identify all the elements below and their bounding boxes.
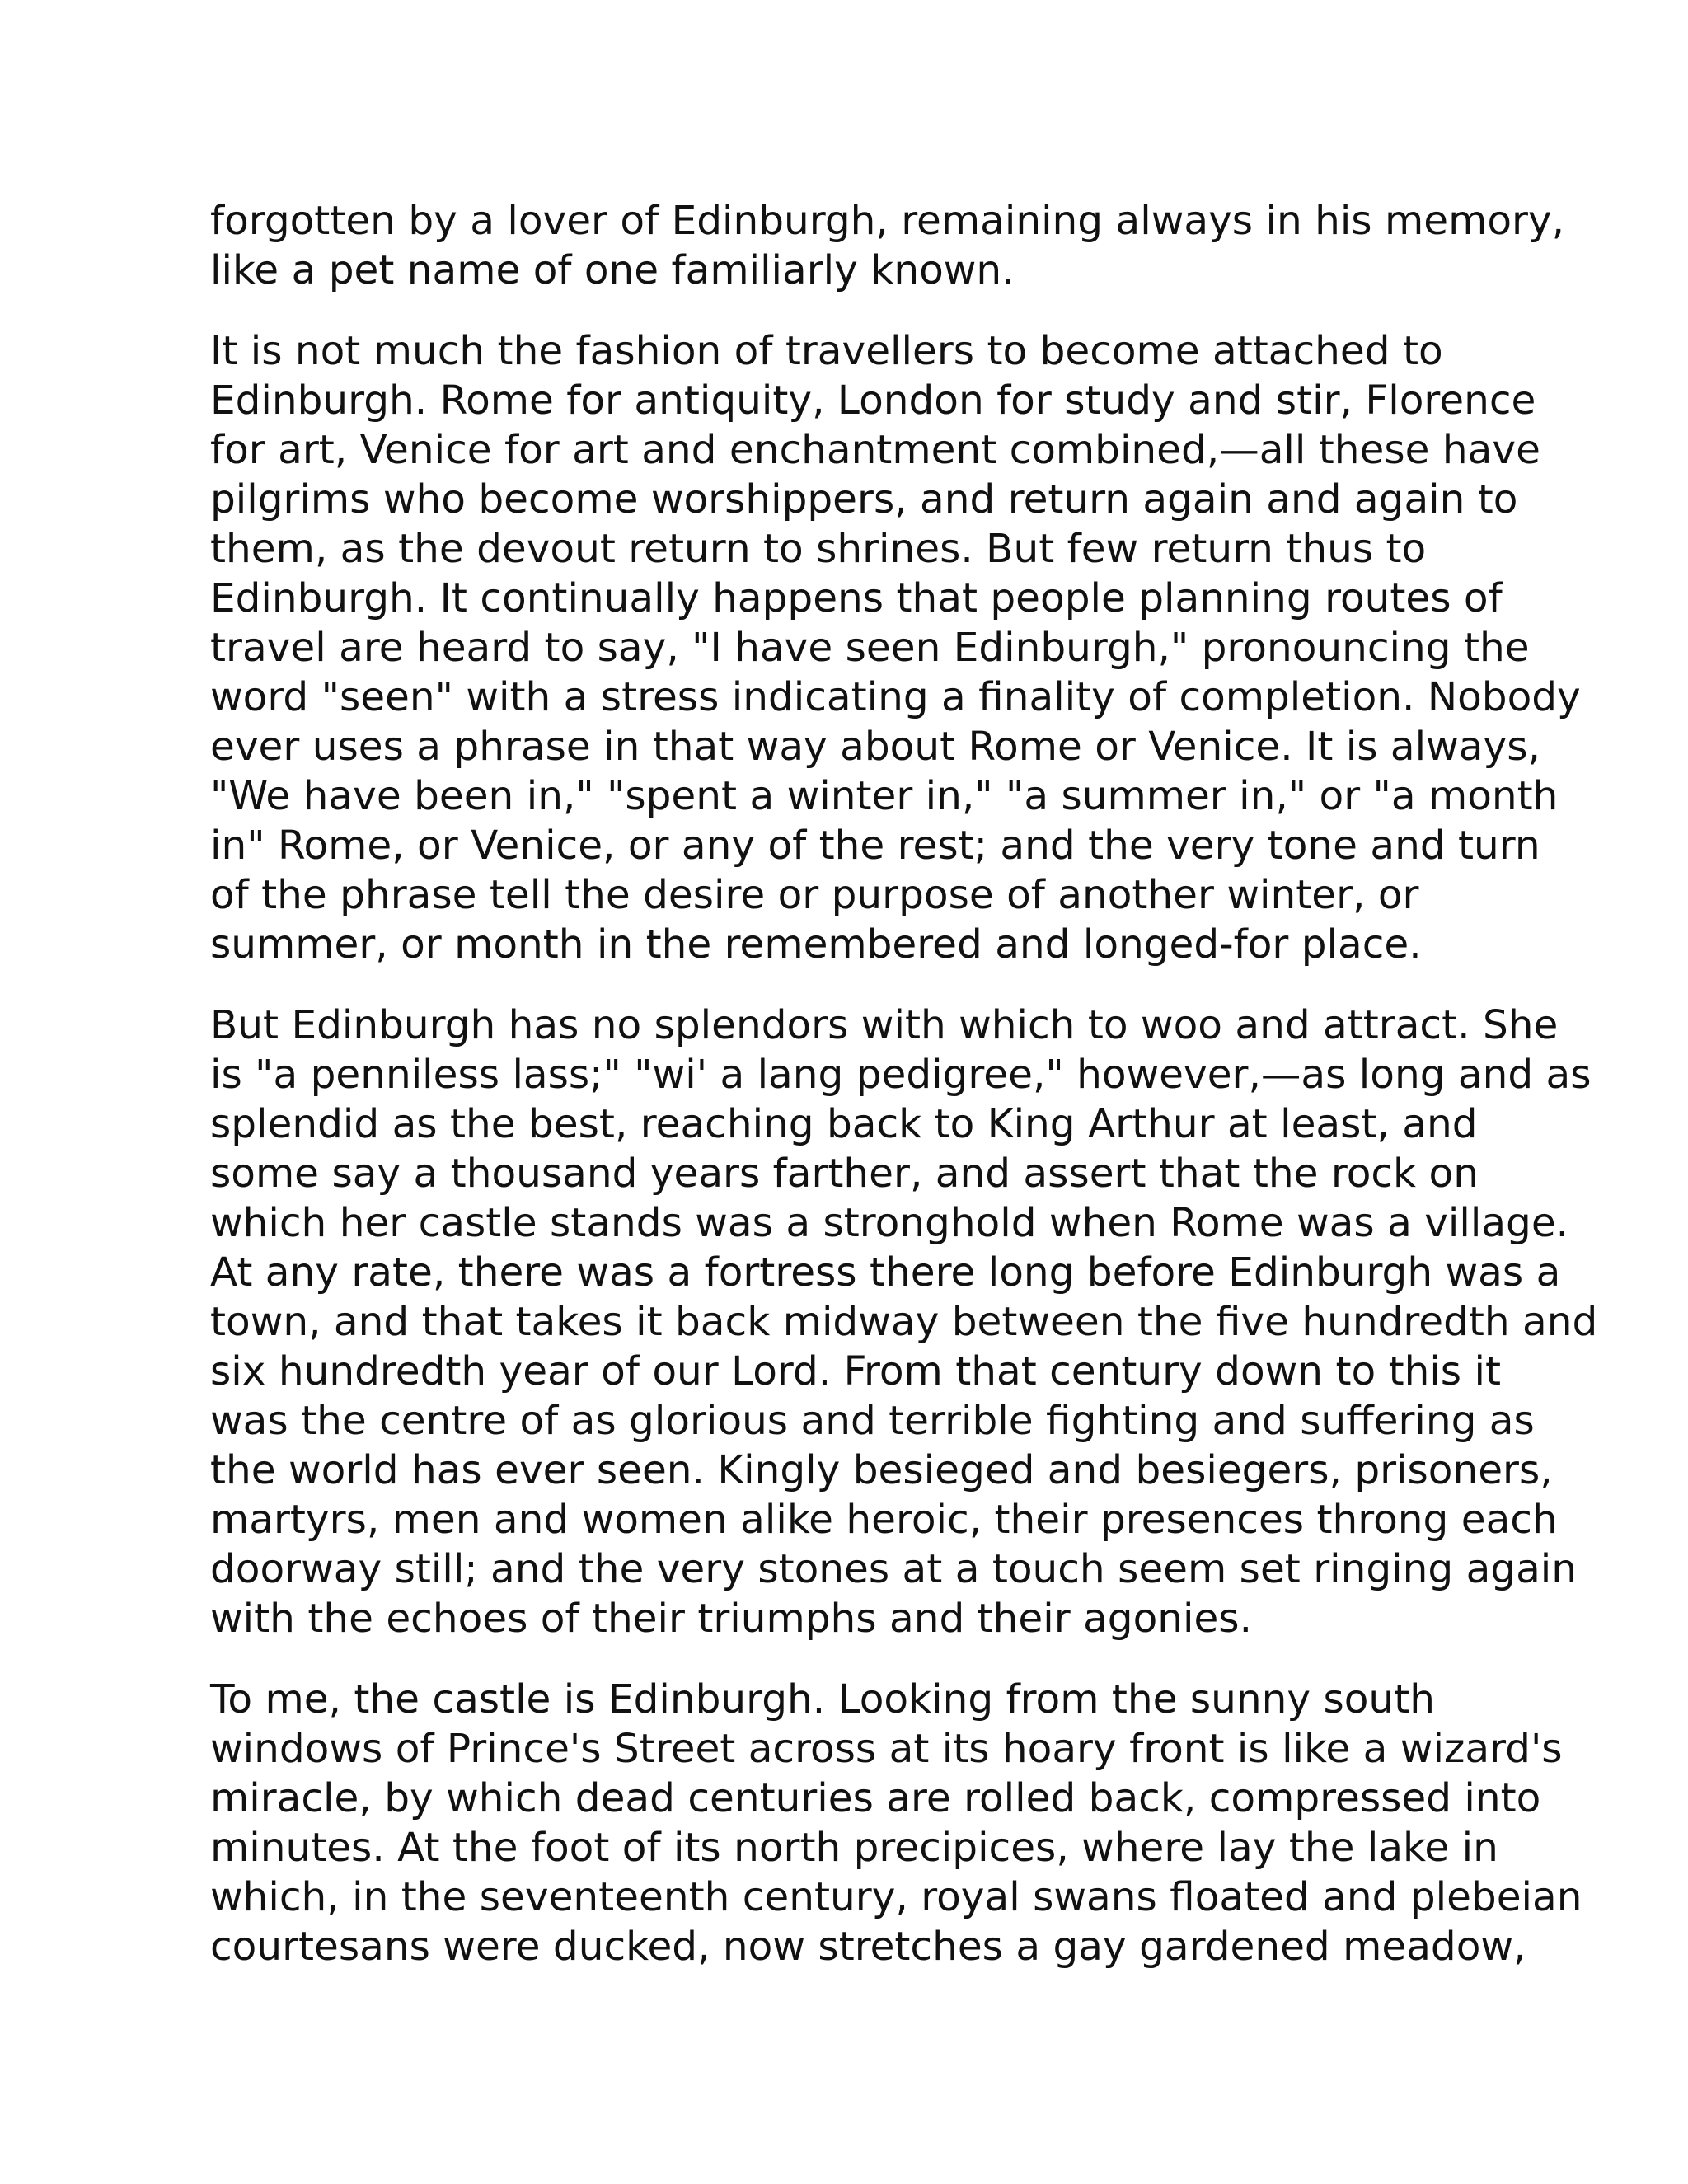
text-line: windows of Prince's Street across at its hoary front is like a wizard's xyxy=(210,1726,1563,1772)
text-line: in" Rome, or Venice, or any of the rest; and the very tone and turn xyxy=(210,823,1540,869)
text-line: ever uses a phrase in that way about Rome or Venice. It is always, xyxy=(210,724,1540,770)
text-line: But Edinburgh has no splendors with which to woo and attract. She xyxy=(210,1002,1559,1048)
text-line: courtesans were ducked, now stretches a gay gardened meadow, xyxy=(210,1924,1526,1970)
text-line: is "a penniless lass;" "wi' a lang pedigree," however,—as long and as xyxy=(210,1052,1592,1098)
text-line: splendid as the best, reaching back to King Arthur at least, and xyxy=(210,1101,1478,1147)
paragraph-3 xyxy=(210,1001,1598,1643)
text-line: summer, or month in the remembered and longed-for place. xyxy=(210,921,1422,968)
text-line: was the centre of as glorious and terrible fighting and suffering as xyxy=(210,1398,1535,1444)
text-line: them, as the devout return to shrines. But few return thus to xyxy=(210,526,1427,572)
text-line: the world has ever seen. Kingly besieged and besiegers, prisoners, xyxy=(210,1447,1553,1493)
paragraph-2 xyxy=(210,326,1581,969)
text-line: word "seen" with a stress indicating a finality of completion. Nobody xyxy=(210,674,1581,720)
document-page xyxy=(210,196,1598,2003)
text-line: It is not much the fashion of travellers to become attached to xyxy=(210,328,1443,374)
paragraph-1 xyxy=(210,196,1565,295)
paragraph-4 xyxy=(210,1675,1582,1971)
text-line: At any rate, there was a fortress there long before Edinburgh was a xyxy=(210,1249,1561,1296)
text-line: some say a thousand years farther, and assert that the rock on xyxy=(210,1151,1479,1197)
text-line: for art, Venice for art and enchantment combined,—all these have xyxy=(210,427,1540,473)
text-line: martyrs, men and women alike heroic, their presences throng each xyxy=(210,1497,1558,1543)
text-line: Edinburgh. Rome for antiquity, London for study and stir, Florence xyxy=(210,377,1536,424)
text-line: doorway still; and the very stones at a touch seem set ringing again xyxy=(210,1546,1578,1592)
text-line: Edinburgh. It continually happens that people planning routes of xyxy=(210,575,1503,621)
text-line: town, and that takes it back midway between the five hundredth and xyxy=(210,1299,1598,1345)
text-line: like a pet name of one familiarly known. xyxy=(210,247,1015,293)
text-line: "We have been in," "spent a winter in," "a summer in," or "a month xyxy=(210,773,1559,819)
text-line: travel are heard to say, "I have seen Edinburgh," pronouncing the xyxy=(210,625,1530,671)
text-line: forgotten by a lover of Edinburgh, remaining always in his memory, xyxy=(210,198,1565,244)
text-line: pilgrims who become worshippers, and return again and again to xyxy=(210,476,1518,523)
text-line: of the phrase tell the desire or purpose of another winter, or xyxy=(210,872,1419,918)
text-line: which, in the seventeenth century, royal swans floated and plebeian xyxy=(210,1874,1582,1920)
text-line: which her castle stands was a stronghold when Rome was a village. xyxy=(210,1200,1569,1246)
text-line: miracle, by which dead centuries are rolled back, compressed into xyxy=(210,1775,1541,1821)
text-line: minutes. At the foot of its north precipices, where lay the lake in xyxy=(210,1825,1498,1871)
text-line: with the echoes of their triumphs and their agonies. xyxy=(210,1596,1252,1642)
text-line: six hundredth year of our Lord. From that century down to this it xyxy=(210,1348,1501,1394)
text-line: To me, the castle is Edinburgh. Looking from the sunny south xyxy=(210,1676,1435,1722)
